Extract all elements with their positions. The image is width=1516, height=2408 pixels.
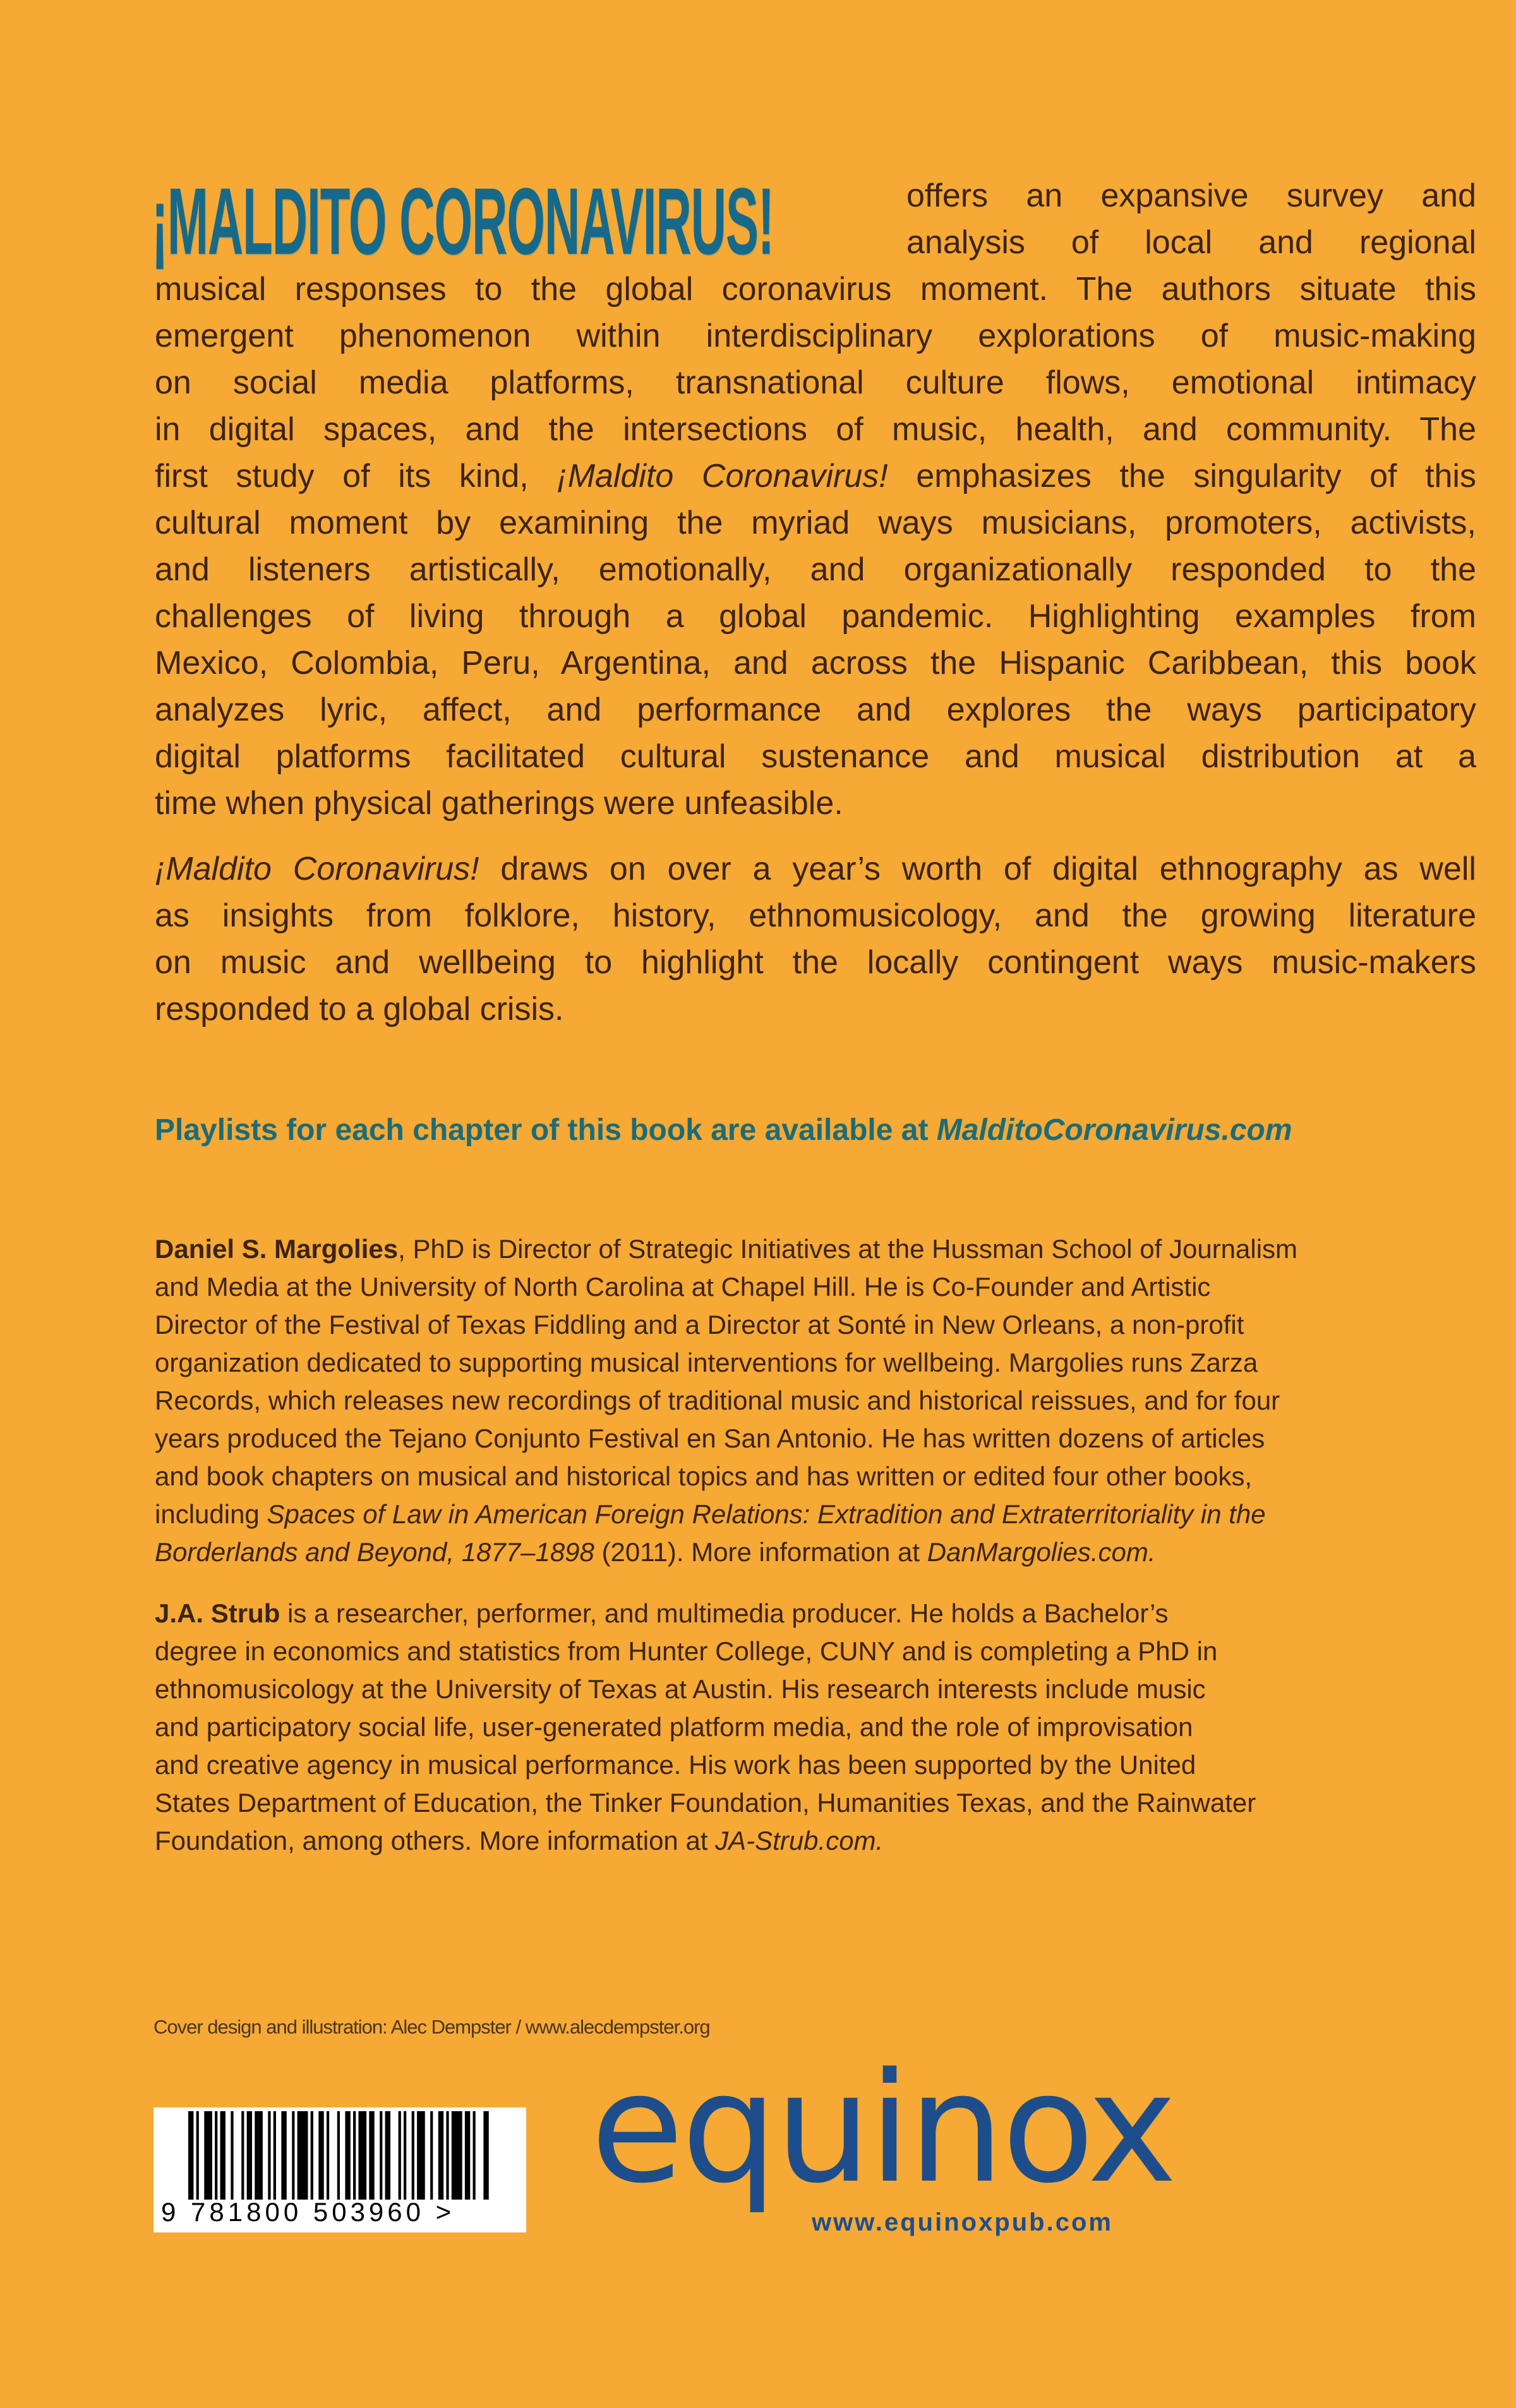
text-line	[155, 939, 1476, 986]
barcode-bar	[274, 2111, 276, 2200]
text-line	[155, 686, 1476, 733]
text-segment: cultural moment by examining the myriad ways musicians, promoters, activists,	[155, 505, 1476, 541]
text-line	[155, 1746, 1481, 1784]
barcode-bar	[345, 2111, 350, 2200]
isbn-number: 9 781800 503960 >	[161, 2197, 455, 2227]
text-segment: ¡Maldito Coronavirus!	[556, 458, 888, 494]
text-segment: , PhD is Director of Strategic Initiatives at the Hussman School of Journalism	[398, 1234, 1298, 1264]
barcode-bar	[337, 2111, 340, 2200]
text-segment: and participatory social life, user-generated platform media, and the role of improvisation	[155, 1712, 1193, 1742]
barcode-bar	[268, 2111, 270, 2200]
barcode-bar	[231, 2111, 233, 2200]
barcode-bars	[188, 2111, 491, 2200]
text-segment: DanMargolies.com.	[927, 1537, 1156, 1567]
text-segment: ¡Maldito Coronavirus!	[155, 851, 479, 887]
barcode-bar	[483, 2111, 488, 2200]
text-segment: as insights from folklore, history, ethnomusicology, and the growing literature	[155, 897, 1476, 934]
text-line	[155, 892, 1476, 939]
text-line	[155, 1458, 1481, 1495]
text-segment: emphasizes the singularity of this	[887, 458, 1476, 494]
barcode-bar	[358, 2111, 366, 2200]
barcode-bar	[404, 2111, 406, 2200]
author-bio-strub	[155, 1595, 1481, 1860]
barcode-bar	[241, 2111, 244, 2200]
barcode-bar	[446, 2111, 448, 2200]
barcode-bar	[369, 2111, 374, 2200]
text-segment: Spaces of Law in American Foreign Relations: Extradition and Extraterritoriality in the	[267, 1499, 1266, 1529]
text-segment: Daniel S. Margolies	[155, 1234, 399, 1264]
barcode-bar	[215, 2111, 217, 2200]
text-segment: is a researcher, performer, and multimedia producer. He holds a Bachelor’s	[280, 1598, 1169, 1628]
text-segment: ethnomusicology at the University of Texas at Austin. His research interests include music	[155, 1674, 1206, 1704]
text-segment: and listeners artistically, emotionally, and organizationally responded to the	[155, 551, 1476, 588]
text-segment: years produced the Tejano Conjunto Festival en San Antonio. He has written dozens of articles	[155, 1423, 1265, 1453]
publisher-url: www.equinoxpub.com	[812, 2208, 1113, 2236]
text-segment: in digital spaces, and the intersections of music, health, and community. The	[155, 411, 1476, 448]
text-segment: J.A. Strub	[155, 1598, 280, 1628]
text-segment: time when physical gatherings were unfeasible.	[155, 785, 843, 822]
text-line	[155, 780, 1476, 827]
barcode-bar	[385, 2111, 390, 2200]
barcode-bar	[255, 2111, 263, 2200]
barcode-bar	[318, 2111, 323, 2200]
text-segment: digital platforms facilitated cultural sustenance and musical distribution at a	[155, 738, 1476, 775]
text-segment: Mexico, Colombia, Peru, Argentina, and across the Hispanic Caribbean, this book	[155, 645, 1476, 681]
text-segment: on music and wellbeing to highlight the locally contingent ways music-makers	[155, 944, 1476, 981]
description-paragraph-1	[155, 172, 1476, 827]
barcode-bar	[327, 2111, 329, 2200]
text-line	[155, 1382, 1481, 1420]
text-segment: and Media at the University of North Carolina at Chapel Hill. He is Co-Founder and Artistic	[155, 1272, 1211, 1302]
text-segment: analyzes lyric, affect, and performance and explores the ways participatory	[155, 692, 1476, 728]
text-line	[906, 219, 1476, 266]
text-segment: analysis of local and regional	[906, 224, 1476, 261]
text-segment: challenges of living through a global pandemic. Highlighting examples from	[155, 598, 1476, 635]
text-segment: (2011). More information at	[594, 1537, 927, 1567]
text-line	[155, 1420, 1481, 1458]
text-line	[155, 1822, 1481, 1860]
text-segment: on social media platforms, transnational culture flows, emotional intimacy	[155, 364, 1476, 401]
text-line	[155, 1670, 1481, 1708]
barcode-bar	[292, 2111, 294, 2200]
barcode-bar	[247, 2111, 252, 2200]
text-line	[155, 1344, 1481, 1382]
text-line	[155, 1495, 1481, 1533]
text-segment: Foundation, among others. More information at	[155, 1826, 716, 1855]
barcode-bar	[452, 2111, 462, 2200]
barcode-bar	[298, 2111, 308, 2200]
text-segment: Director of the Festival of Texas Fiddling and a Director at Sonté in New Orleans, a non-profit	[155, 1310, 1244, 1339]
text-line	[155, 1306, 1481, 1344]
text-line	[155, 453, 1476, 500]
equinox-logo: equinox	[591, 2040, 1175, 2217]
text-segment: including	[155, 1499, 267, 1529]
playlist-text: Playlists for each chapter of this book are available at	[155, 1113, 937, 1147]
text-segment: organization dedicated to supporting musical interventions for wellbeing. Margolies runs Zarza	[155, 1348, 1258, 1377]
barcode-bar	[220, 2111, 226, 2200]
barcode-bar	[465, 2111, 470, 2200]
text-segment: and creative agency in musical performance. His work has been supported by the United	[155, 1750, 1196, 1780]
author-bio-margolies	[155, 1230, 1481, 1571]
barcode-bar	[417, 2111, 425, 2200]
text-line	[155, 313, 1476, 359]
barcode-bar	[281, 2111, 286, 2200]
text-segment: emergent phenomenon within interdisciplinary explorations of music-making	[155, 318, 1476, 354]
text-line	[155, 359, 1476, 406]
text-line	[155, 1632, 1481, 1670]
barcode-bar	[473, 2111, 476, 2200]
barcode-bar	[204, 2111, 212, 2200]
text-segment: responded to a global crisis.	[155, 991, 564, 1027]
text-line	[155, 986, 1476, 1033]
barcode-bar	[196, 2111, 199, 2200]
text-line	[155, 500, 1476, 546]
cover-credit: Cover design and illustration: Alec Dempster / www.alecdempster.org	[153, 2016, 710, 2038]
barcode-bar	[311, 2111, 313, 2200]
text-line	[155, 406, 1476, 453]
text-segment: States Department of Education, the Tinker Foundation, Humanities Texas, and the Rainwater	[155, 1788, 1256, 1818]
text-line	[155, 1533, 1481, 1571]
text-line	[155, 1230, 1481, 1268]
text-line	[155, 733, 1476, 780]
barcode-bar	[188, 2111, 193, 2200]
barcode-bar	[380, 2111, 382, 2200]
text-segment: offers an expansive survey and	[906, 177, 1476, 214]
text-segment: draws on over a year’s worth of digital ethnography as well	[479, 851, 1476, 887]
text-line	[155, 1268, 1481, 1306]
text-line	[155, 266, 1476, 313]
text-line	[906, 172, 1476, 219]
barcode-bar	[438, 2111, 443, 2200]
text-line	[155, 846, 1476, 892]
playlist-note	[155, 1113, 1292, 1147]
text-line	[155, 1595, 1481, 1632]
text-line	[155, 1708, 1481, 1746]
text-segment: musical responses to the global coronavirus moment. The authors situate this	[155, 271, 1476, 308]
description-paragraph-2	[155, 846, 1476, 1033]
text-line	[155, 640, 1476, 686]
text-segment: first study of its kind,	[155, 458, 557, 494]
text-line	[155, 1784, 1481, 1822]
text-segment: Records, which releases new recordings of traditional music and historical reissues, and for four	[155, 1386, 1280, 1415]
isbn-barcode	[153, 2107, 526, 2232]
barcode-bar	[412, 2111, 414, 2200]
text-segment: JA-Strub.com.	[715, 1826, 884, 1855]
barcode-bar	[399, 2111, 401, 2200]
barcode-bar	[353, 2111, 356, 2200]
text-segment: and book chapters on musical and historical topics and has written or edited four other books,	[155, 1461, 1252, 1491]
text-line	[155, 593, 1476, 640]
playlist-site-link[interactable]: MalditoCoronavirus.com	[936, 1113, 1292, 1147]
barcode-bar	[430, 2111, 433, 2200]
book-title: ¡MALDITO CORONAVIRUS!	[152, 168, 774, 274]
text-segment: Borderlands and Beyond, 1877–1898	[155, 1537, 594, 1567]
text-segment: degree in economics and statistics from Hunter College, CUNY and is completing a PhD in	[155, 1636, 1218, 1666]
text-line	[155, 546, 1476, 593]
